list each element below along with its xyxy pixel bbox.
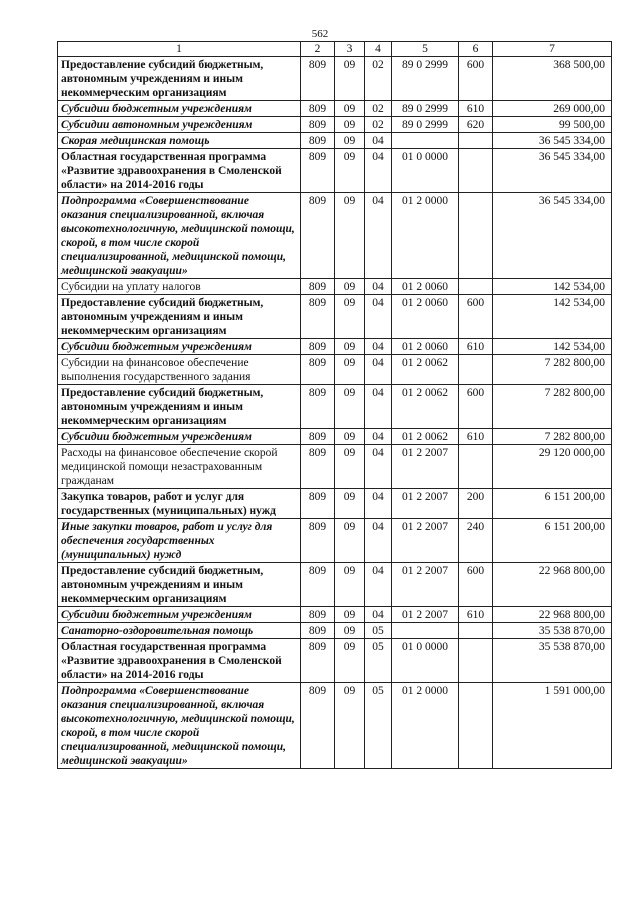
expense-type-cell (459, 133, 493, 149)
row-name-cell: Подпрограмма «Совершенствование оказания специализированной, включая высокотехнологичную, медицинской помощи, скорой, в том числе скорой специализированной, медицинской помощи, медицинской эвакуации» (58, 683, 301, 769)
table-row (58, 355, 612, 385)
expense-type-cell (459, 639, 493, 683)
table-row (58, 193, 612, 279)
row-name-cell: Областная государственная программа «Развитие здравоохранения в Смоленской области» на 2014-2016 годы (58, 149, 301, 193)
table-row (58, 683, 612, 769)
subsection-cell: 04 (365, 295, 392, 339)
table-header-row (58, 42, 612, 57)
section-cell: 09 (335, 683, 365, 769)
grbs-code-cell: 809 (301, 193, 335, 279)
table-row (58, 57, 612, 101)
row-name-cell: Расходы на финансовое обеспечение скорой медицинской помощи незастрахованным гражданам (58, 445, 301, 489)
target-article-cell: 01 2 0062 (392, 429, 459, 445)
expense-type-cell (459, 445, 493, 489)
row-name-cell: Областная государственная программа «Развитие здравоохранения в Смоленской области» на 2014-2016 годы (58, 639, 301, 683)
section-cell: 09 (335, 489, 365, 519)
budget-table (57, 41, 612, 769)
target-article-cell: 01 2 0062 (392, 385, 459, 429)
target-article-cell: 89 0 2999 (392, 57, 459, 101)
amount-cell: 35 538 870,00 (493, 639, 612, 683)
section-cell: 09 (335, 57, 365, 101)
subsection-cell: 05 (365, 683, 392, 769)
section-cell: 09 (335, 149, 365, 193)
section-cell: 09 (335, 101, 365, 117)
row-name-cell: Предоставление субсидий бюджетным, автономным учреждениям и иным некоммерческим организациям (58, 563, 301, 607)
row-name-cell: Предоставление субсидий бюджетным, автономным учреждениям и иным некоммерческим организациям (58, 385, 301, 429)
subsection-cell: 04 (365, 519, 392, 563)
grbs-code-cell: 809 (301, 339, 335, 355)
expense-type-cell (459, 149, 493, 193)
amount-cell: 36 545 334,00 (493, 149, 612, 193)
subsection-cell: 02 (365, 101, 392, 117)
amount-cell: 29 120 000,00 (493, 445, 612, 489)
row-name-cell: Санаторно-оздоровительная помощь (58, 623, 301, 639)
row-name-cell: Подпрограмма «Совершенствование оказания специализированной, включая высокотехнологичную, медицинской помощи, скорой, в том числе скорой специализированной, медицинской помощи, медицинской эвакуации» (58, 193, 301, 279)
grbs-code-cell: 809 (301, 149, 335, 193)
expense-type-cell: 610 (459, 101, 493, 117)
subsection-cell: 04 (365, 355, 392, 385)
target-article-cell: 01 2 0060 (392, 295, 459, 339)
target-article-cell (392, 133, 459, 149)
target-article-cell: 01 2 0060 (392, 279, 459, 295)
expense-type-cell: 610 (459, 429, 493, 445)
table-row (58, 445, 612, 489)
subsection-cell: 04 (365, 607, 392, 623)
row-name-cell: Субсидии автономным учреждениям (58, 117, 301, 133)
section-cell: 09 (335, 117, 365, 133)
grbs-code-cell: 809 (301, 295, 335, 339)
grbs-code-cell: 809 (301, 623, 335, 639)
expense-type-cell: 610 (459, 607, 493, 623)
target-article-cell: 01 2 0000 (392, 683, 459, 769)
table-row (58, 101, 612, 117)
header-cell: 1 (58, 42, 301, 57)
section-cell: 09 (335, 607, 365, 623)
expense-type-cell: 240 (459, 519, 493, 563)
amount-cell: 269 000,00 (493, 101, 612, 117)
subsection-cell: 04 (365, 339, 392, 355)
target-article-cell: 01 2 2007 (392, 607, 459, 623)
section-cell: 09 (335, 133, 365, 149)
section-cell: 09 (335, 445, 365, 489)
target-article-cell: 01 2 2007 (392, 519, 459, 563)
amount-cell: 22 968 800,00 (493, 607, 612, 623)
table-row (58, 623, 612, 639)
row-name-cell: Скорая медицинская помощь (58, 133, 301, 149)
grbs-code-cell: 809 (301, 429, 335, 445)
grbs-code-cell: 809 (301, 57, 335, 101)
subsection-cell: 02 (365, 57, 392, 101)
row-name-cell: Субсидии бюджетным учреждениям (58, 339, 301, 355)
target-article-cell: 01 2 0062 (392, 355, 459, 385)
table-row (58, 489, 612, 519)
subsection-cell: 04 (365, 149, 392, 193)
target-article-cell: 01 2 0060 (392, 339, 459, 355)
row-name-cell: Субсидии на уплату налогов (58, 279, 301, 295)
amount-cell: 6 151 200,00 (493, 489, 612, 519)
header-cell: 6 (459, 42, 493, 57)
target-article-cell: 01 2 2007 (392, 489, 459, 519)
header-cell: 7 (493, 42, 612, 57)
row-name-cell: Иные закупки товаров, работ и услуг для обеспечения государственных (муниципальных) нужд (58, 519, 301, 563)
section-cell: 09 (335, 639, 365, 683)
row-name-cell: Предоставление субсидий бюджетным, автономным учреждениям и иным некоммерческим организациям (58, 57, 301, 101)
expense-type-cell: 200 (459, 489, 493, 519)
table-row (58, 279, 612, 295)
grbs-code-cell: 809 (301, 279, 335, 295)
expense-type-cell (459, 623, 493, 639)
expense-type-cell (459, 193, 493, 279)
table-row (58, 149, 612, 193)
header-cell: 4 (365, 42, 392, 57)
table-row (58, 429, 612, 445)
row-name-cell: Субсидии бюджетным учреждениям (58, 429, 301, 445)
section-cell: 09 (335, 339, 365, 355)
grbs-code-cell: 809 (301, 385, 335, 429)
row-name-cell: Субсидии бюджетным учреждениям (58, 607, 301, 623)
grbs-code-cell: 809 (301, 683, 335, 769)
amount-cell: 368 500,00 (493, 57, 612, 101)
target-article-cell: 89 0 2999 (392, 101, 459, 117)
amount-cell: 142 534,00 (493, 339, 612, 355)
header-cell: 3 (335, 42, 365, 57)
expense-type-cell (459, 279, 493, 295)
target-article-cell: 01 2 0000 (392, 193, 459, 279)
grbs-code-cell: 809 (301, 639, 335, 683)
section-cell: 09 (335, 193, 365, 279)
subsection-cell: 05 (365, 623, 392, 639)
expense-type-cell: 600 (459, 295, 493, 339)
row-name-cell: Закупка товаров, работ и услуг для государственных (муниципальных) нужд (58, 489, 301, 519)
table-row (58, 339, 612, 355)
page-number: 562 (311, 28, 329, 40)
table-row (58, 295, 612, 339)
grbs-code-cell: 809 (301, 117, 335, 133)
amount-cell: 7 282 800,00 (493, 429, 612, 445)
expense-type-cell: 610 (459, 339, 493, 355)
section-cell: 09 (335, 563, 365, 607)
section-cell: 09 (335, 429, 365, 445)
table-row (58, 117, 612, 133)
subsection-cell: 04 (365, 279, 392, 295)
table-row (58, 385, 612, 429)
amount-cell: 142 534,00 (493, 279, 612, 295)
subsection-cell: 04 (365, 429, 392, 445)
row-name-cell: Предоставление субсидий бюджетным, автономным учреждениям и иным некоммерческим организациям (58, 295, 301, 339)
table-row (58, 563, 612, 607)
section-cell: 09 (335, 519, 365, 563)
subsection-cell: 02 (365, 117, 392, 133)
amount-cell: 7 282 800,00 (493, 385, 612, 429)
grbs-code-cell: 809 (301, 607, 335, 623)
target-article-cell: 01 2 2007 (392, 563, 459, 607)
expense-type-cell: 600 (459, 563, 493, 607)
table-row (58, 607, 612, 623)
amount-cell: 6 151 200,00 (493, 519, 612, 563)
amount-cell: 142 534,00 (493, 295, 612, 339)
grbs-code-cell: 809 (301, 101, 335, 117)
section-cell: 09 (335, 279, 365, 295)
table-row (58, 133, 612, 149)
grbs-code-cell: 809 (301, 445, 335, 489)
grbs-code-cell: 809 (301, 519, 335, 563)
amount-cell: 99 500,00 (493, 117, 612, 133)
amount-cell: 36 545 334,00 (493, 133, 612, 149)
amount-cell: 35 538 870,00 (493, 623, 612, 639)
table-row (58, 519, 612, 563)
target-article-cell (392, 623, 459, 639)
grbs-code-cell: 809 (301, 355, 335, 385)
target-article-cell: 01 2 2007 (392, 445, 459, 489)
header-cell: 2 (301, 42, 335, 57)
subsection-cell: 04 (365, 385, 392, 429)
target-article-cell: 01 0 0000 (392, 149, 459, 193)
expense-type-cell (459, 355, 493, 385)
amount-cell: 22 968 800,00 (493, 563, 612, 607)
amount-cell: 7 282 800,00 (493, 355, 612, 385)
target-article-cell: 89 0 2999 (392, 117, 459, 133)
section-cell: 09 (335, 295, 365, 339)
subsection-cell: 05 (365, 639, 392, 683)
section-cell: 09 (335, 355, 365, 385)
grbs-code-cell: 809 (301, 489, 335, 519)
expense-type-cell: 620 (459, 117, 493, 133)
amount-cell: 36 545 334,00 (493, 193, 612, 279)
subsection-cell: 04 (365, 193, 392, 279)
expense-type-cell (459, 683, 493, 769)
expense-type-cell: 600 (459, 57, 493, 101)
grbs-code-cell: 809 (301, 563, 335, 607)
subsection-cell: 04 (365, 445, 392, 489)
subsection-cell: 04 (365, 489, 392, 519)
amount-cell: 1 591 000,00 (493, 683, 612, 769)
section-cell: 09 (335, 623, 365, 639)
row-name-cell: Субсидии на финансовое обеспечение выполнения государственного задания (58, 355, 301, 385)
row-name-cell: Субсидии бюджетным учреждениям (58, 101, 301, 117)
section-cell: 09 (335, 385, 365, 429)
header-cell: 5 (392, 42, 459, 57)
subsection-cell: 04 (365, 563, 392, 607)
target-article-cell: 01 0 0000 (392, 639, 459, 683)
expense-type-cell: 600 (459, 385, 493, 429)
grbs-code-cell: 809 (301, 133, 335, 149)
subsection-cell: 04 (365, 133, 392, 149)
table-row (58, 639, 612, 683)
